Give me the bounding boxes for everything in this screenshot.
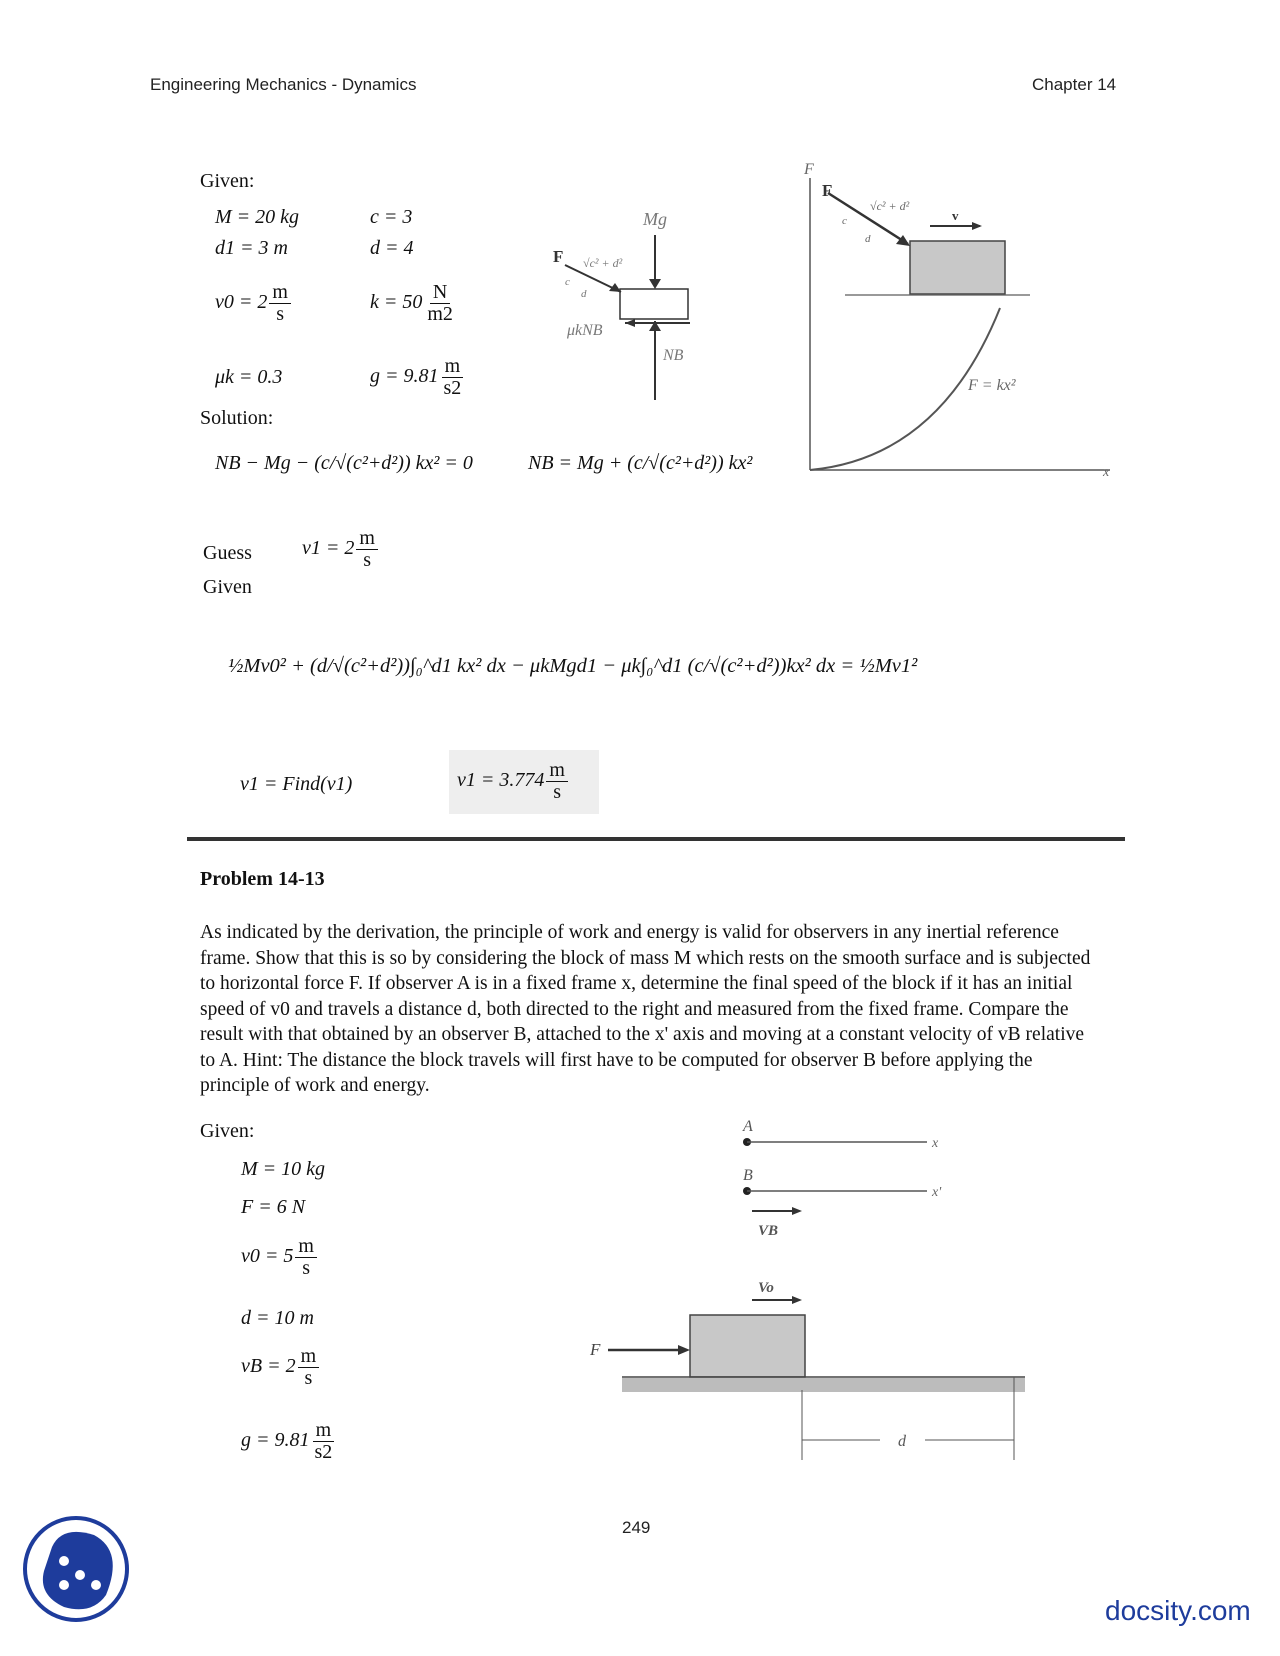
fbd-mg-label: Mg [643,209,667,229]
brand-text[interactable]: docsity.com [1105,1595,1251,1626]
fbd-c-label: c [565,276,570,288]
free-body-diagram [545,205,715,405]
block-figure [580,1115,1040,1475]
fig2-x-label: x [932,1136,939,1151]
graph-v-label: v [952,208,959,223]
g-unit-den: s2 [443,376,462,399]
v0-unit-num: m [269,282,291,304]
fbd-normal-label: NB [663,347,684,364]
given3-vB-num: m [298,1346,320,1368]
fig2-a-label: A [743,1118,753,1135]
given-v0: v0 = 2 [215,290,268,313]
k-unit-num: N [430,282,450,304]
problem-title: Problem 14-13 [200,868,325,890]
fig2-vb-label: VB [758,1223,779,1239]
given3-v0-den: s [302,1257,311,1279]
guess-unit-num: m [356,528,378,550]
graph-y-label: F [804,161,814,178]
given-label: Given: [200,170,255,192]
v0-unit-den: s [276,302,285,325]
solution-eq1: NB − Mg − (c/√(c²+d²)) kx² = 0 [215,452,473,474]
graph-sqrt-label: √c² + d² [870,199,910,213]
graph-c-label: c [842,215,847,227]
guess-value: v1 = 2 [302,537,355,560]
given3-F: F = 6 N [241,1196,306,1218]
fig2-xprime-label: x' [932,1185,942,1200]
given-d: d = 4 [370,237,414,259]
fig2-f-label: F [590,1340,601,1359]
given3-g: g = 9.81 [241,1429,310,1452]
problem-text: As indicated by the derivation, the principle of work and energy is valid for observers in any inertial reference frame. Show that this is so by considering the block of mass M which rests on the smooth surface and is subjected to horizontal force F. If observer A is in a fixed frame x, determine the final speed of the block if it has an initial speed of v0 and travels a distance d, both directed to the right and measured from the fixed frame. Compare the result with that obtained by an observer B, attached to the x' axis and moving at a constant velocity of vB relative to A. Hint: The distance the block travels will first have to be computed for observer B before applying the principle of work and energy. [200,922,1091,1096]
given-d1: d1 = 3 m [215,237,288,259]
find-equation: v1 = Find(v1) [240,773,353,795]
given3-label: Given: [200,1120,255,1142]
g-unit-num: m [442,356,464,378]
section-divider [187,837,1125,841]
solution-label: Solution: [200,407,274,429]
force-graph [780,158,1120,478]
fig2-d-label: d [898,1433,906,1450]
given3-vB-den: s [304,1367,313,1389]
fbd-f-label: F [553,247,564,266]
given3-g-den: s2 [314,1441,333,1463]
graph-curve-label: F = kx² [968,377,1016,394]
fig2-b-label: B [743,1167,753,1184]
given-c: c = 3 [370,206,413,228]
fbd-sqrt-label: √c² + d² [583,256,623,270]
given3-v0-num: m [295,1236,317,1258]
energy-equation: ½Mv0² + (d/√(c²+d²))∫₀^d1 kx² dx − μkMgd1 − μk∫₀^d1 (c/√(c²+d²))kx² dx = ½Mv1² [228,655,918,677]
given3-d: d = 10 m [241,1307,314,1329]
given-M: M = 20 kg [215,206,300,228]
result-unit-num: m [546,760,568,782]
given3-v0: v0 = 5 [241,1245,294,1268]
header-left: Engineering Mechanics - Dynamics [150,75,417,94]
k-unit-den: m2 [427,302,453,325]
given-mu: μk = 0.3 [215,365,283,388]
result-value: v1 = 3.774 [457,769,545,792]
fig2-vo-label: Vo [758,1280,774,1296]
docsity-logo-icon [22,1515,130,1623]
given-k: k = 50 [370,290,423,313]
given3-g-num: m [313,1420,335,1442]
given3-vB: vB = 2 [241,1355,296,1378]
given-g: g = 9.81 [370,364,439,387]
guess-unit-den: s [363,549,372,571]
graph-f-label: F [822,181,833,200]
header-right: Chapter 14 [1032,75,1117,94]
given-table [215,204,476,414]
fbd-d-label: d [581,288,587,300]
fbd-friction-label: μkNB [567,322,603,339]
result-unit-den: s [553,781,562,803]
page-number: 249 [622,1518,651,1537]
graph-d-label: d [865,233,871,245]
given2-label: Given [203,576,252,598]
given3-M: M = 10 kg [241,1158,326,1180]
guess-label: Guess [203,542,252,564]
graph-x-label: x [1103,465,1110,478]
solution-eq2: NB = Mg + (c/√(c²+d²)) kx² [528,452,753,474]
result-box [449,750,599,814]
